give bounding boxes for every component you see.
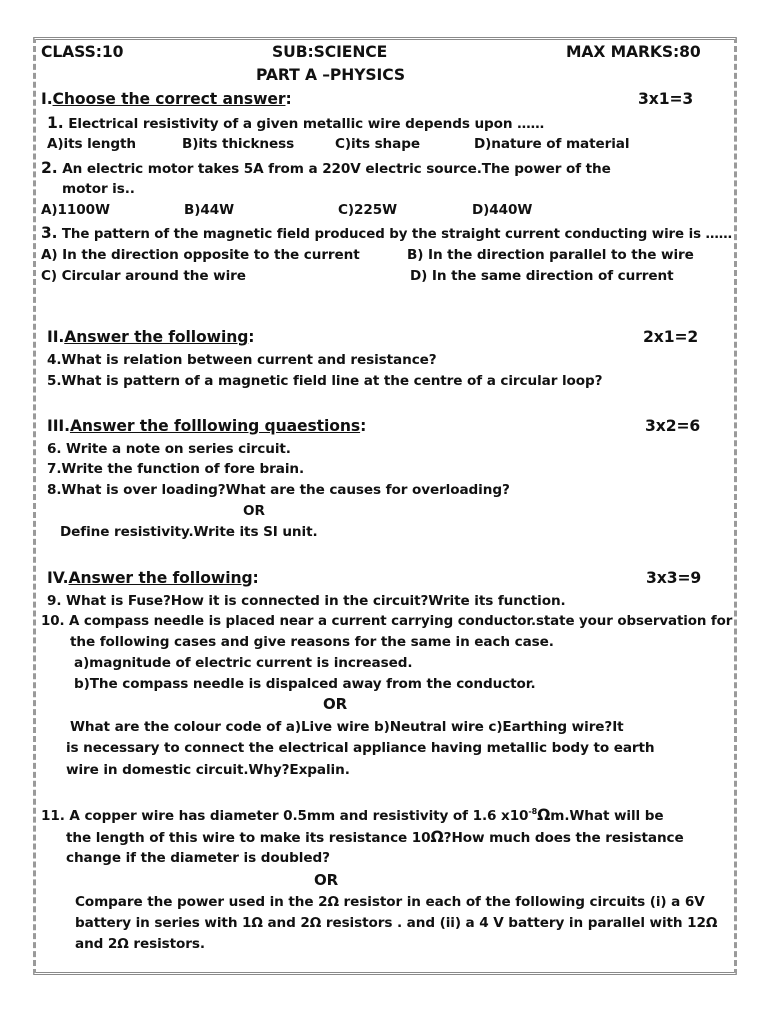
max-marks-label: MAX MARKS:80 — [566, 43, 701, 61]
question-11-line-2: the length of this wire to make its resistance 10Ω?How much does the resistance — [66, 828, 684, 846]
question-11-alt-line-2: battery in series with 1Ω and 2Ω resistors . and (ii) a 4 V battery in parallel with 12Ω — [75, 915, 718, 931]
question-10-part-a: a)magnitude of electric current is increased. — [74, 655, 413, 671]
part-title: PART A –PHYSICS — [256, 66, 406, 84]
question-7: 7.Write the function of fore brain. — [47, 461, 305, 477]
subject-label: SUB:SCIENCE — [272, 43, 388, 61]
q3-option-d: D) In the same direction of current — [410, 268, 674, 284]
section-2-marks: 2x1=2 — [643, 328, 699, 346]
question-1: 1. Electrical resistivity of a given metallic wire depends upon …… — [47, 114, 545, 132]
q1-option-c: C)its shape — [335, 136, 420, 152]
question-5: 5.What is pattern of a magnetic field line at the centre of a circular loop? — [47, 373, 603, 389]
question-10-part-b: b)The compass needle is dispalced away from the conductor. — [74, 676, 536, 692]
q2-option-a: A)1100W — [41, 202, 110, 218]
section-2-heading: II.Answer the following: — [47, 328, 255, 346]
q1-option-b: B)its thickness — [182, 136, 295, 152]
section-3-heading: III.Answer the folllowing quaestions: — [47, 417, 367, 435]
question-10-line-1: 10. A compass needle is placed near a current carrying conductor.state your observation for — [41, 613, 733, 629]
q3-option-c: C) Circular around the wire — [41, 268, 246, 284]
question-11-line-3: change if the diameter is doubled? — [66, 850, 330, 866]
question-11-alt-line-3: and 2Ω resistors. — [75, 936, 205, 952]
question-6: 6. Write a note on series circuit. — [47, 441, 291, 457]
class-label: CLASS:10 — [41, 43, 124, 61]
q1-option-a: A)its length — [47, 136, 136, 152]
question-9: 9. What is Fuse?How it is connected in the circuit?Write its function. — [47, 593, 566, 609]
or-divider: OR — [314, 871, 339, 889]
question-11-alt-line-1: Compare the power used in the 2Ω resistor in each of the following circuits (i) a 6V — [75, 894, 705, 910]
question-3: 3. The pattern of the magnetic field produced by the straight current conducting wire is …… — [41, 224, 733, 242]
or-divider: OR — [323, 695, 348, 713]
question-10-line-2: the following cases and give reasons for the same in each case. — [70, 634, 554, 650]
q2-option-b: B)44W — [184, 202, 234, 218]
section-3-marks: 3x2=6 — [645, 417, 701, 435]
question-8: 8.What is over loading?What are the causes for overloading? — [47, 482, 510, 498]
or-divider: OR — [243, 503, 265, 519]
question-2-cont: motor is.. — [62, 181, 135, 197]
section-1-marks: 3x1=3 — [638, 90, 694, 108]
q3-option-b: B) In the direction parallel to the wire — [407, 247, 694, 263]
q3-option-a: A) In the direction opposite to the current — [41, 247, 360, 263]
question-10-alt-line-2: is necessary to connect the electrical appliance having metallic body to earth — [66, 740, 655, 756]
question-4: 4.What is relation between current and resistance? — [47, 352, 437, 368]
question-8-alternative: Define resistivity.Write its SI unit. — [60, 524, 318, 540]
q1-option-d: D)nature of material — [474, 136, 630, 152]
section-1-heading: I.Choose the correct answer: — [41, 90, 292, 108]
question-10-alt-line-3: wire in domestic circuit.Why?Expalin. — [66, 762, 350, 778]
q2-option-d: D)440W — [472, 202, 533, 218]
question-10-alt-line-1: What are the colour code of a)Live wire b)Neutral wire c)Earthing wire?It — [70, 719, 624, 735]
section-4-marks: 3x3=9 — [646, 569, 702, 587]
question-11-line-1: 11. A copper wire has diameter 0.5mm and resistivity of 1.6 $x10^{-8}\Omega m.What$ will be — [41, 806, 664, 824]
section-4-heading: IV.Answer the following: — [47, 569, 259, 587]
q2-option-c: C)225W — [338, 202, 397, 218]
question-2: 2. An electric motor takes 5A from a 220V electric source.The power of the — [41, 159, 611, 177]
